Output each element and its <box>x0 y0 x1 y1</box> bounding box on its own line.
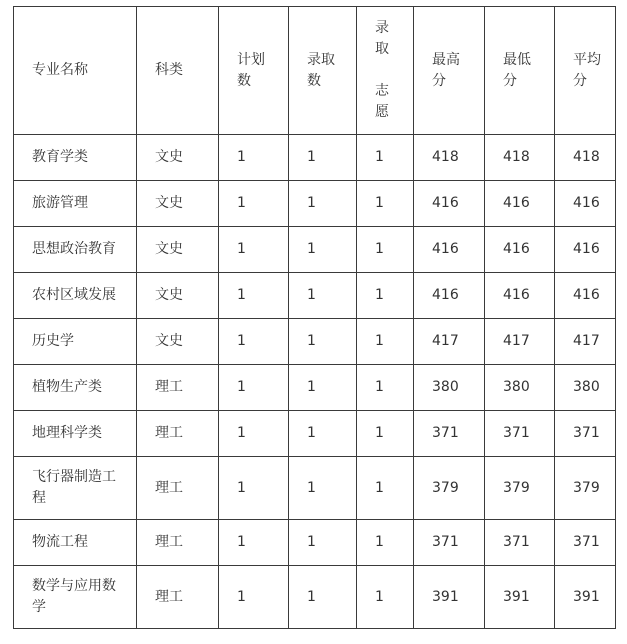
cell-avg: 416 <box>555 181 616 227</box>
cell-volunteer: 1 <box>357 135 414 181</box>
cell-plan: 1 <box>219 319 289 365</box>
cell-category: 文史 <box>137 181 219 227</box>
cell-avg: 391 <box>555 566 616 629</box>
table-row <box>14 135 616 181</box>
cell-category: 理工 <box>137 566 219 629</box>
cell-admitted: 1 <box>289 227 357 273</box>
cell-plan: 1 <box>219 520 289 566</box>
cell-volunteer: 1 <box>357 365 414 411</box>
table-row <box>14 566 616 629</box>
cell-max: 380 <box>414 365 485 411</box>
cell-major: 教育学类 <box>14 135 137 181</box>
cell-max: 416 <box>414 273 485 319</box>
cell-min: 416 <box>485 273 555 319</box>
admission-table-container <box>13 6 616 629</box>
table-row <box>14 365 616 411</box>
cell-max: 417 <box>414 319 485 365</box>
cell-plan: 1 <box>219 411 289 457</box>
table-row <box>14 181 616 227</box>
cell-avg: 418 <box>555 135 616 181</box>
cell-admitted: 1 <box>289 273 357 319</box>
header-plan: 计划 数 <box>219 7 289 135</box>
header-volunteer: 录 取 志 愿 <box>357 7 414 135</box>
cell-max: 416 <box>414 227 485 273</box>
cell-volunteer: 1 <box>357 520 414 566</box>
table-row <box>14 319 616 365</box>
cell-avg: 417 <box>555 319 616 365</box>
cell-admitted: 1 <box>289 319 357 365</box>
cell-volunteer: 1 <box>357 273 414 319</box>
cell-major: 数学与应用数学 <box>14 566 137 629</box>
cell-min: 371 <box>485 411 555 457</box>
cell-max: 418 <box>414 135 485 181</box>
cell-plan: 1 <box>219 566 289 629</box>
cell-admitted: 1 <box>289 365 357 411</box>
cell-admitted: 1 <box>289 457 357 520</box>
cell-admitted: 1 <box>289 411 357 457</box>
cell-plan: 1 <box>219 273 289 319</box>
cell-min: 380 <box>485 365 555 411</box>
cell-avg: 371 <box>555 520 616 566</box>
cell-category: 文史 <box>137 273 219 319</box>
header-admitted: 录取 数 <box>289 7 357 135</box>
header-max: 最高 分 <box>414 7 485 135</box>
cell-avg: 371 <box>555 411 616 457</box>
header-min: 最低 分 <box>485 7 555 135</box>
cell-max: 371 <box>414 411 485 457</box>
cell-plan: 1 <box>219 227 289 273</box>
cell-volunteer: 1 <box>357 411 414 457</box>
cell-max: 379 <box>414 457 485 520</box>
cell-major: 植物生产类 <box>14 365 137 411</box>
cell-min: 418 <box>485 135 555 181</box>
admission-score-table <box>13 6 616 629</box>
cell-major: 物流工程 <box>14 520 137 566</box>
cell-major: 历史学 <box>14 319 137 365</box>
cell-category: 文史 <box>137 227 219 273</box>
table-row <box>14 273 616 319</box>
table-row <box>14 411 616 457</box>
cell-plan: 1 <box>219 365 289 411</box>
cell-major: 思想政治教育 <box>14 227 137 273</box>
table-header-row <box>14 7 616 135</box>
header-category: 科类 <box>137 7 219 135</box>
cell-category: 文史 <box>137 135 219 181</box>
table-row <box>14 520 616 566</box>
cell-admitted: 1 <box>289 181 357 227</box>
cell-avg: 416 <box>555 273 616 319</box>
cell-admitted: 1 <box>289 566 357 629</box>
cell-min: 371 <box>485 520 555 566</box>
cell-min: 416 <box>485 227 555 273</box>
cell-major: 地理科学类 <box>14 411 137 457</box>
cell-plan: 1 <box>219 457 289 520</box>
cell-major: 飞行器制造工程 <box>14 457 137 520</box>
cell-category: 理工 <box>137 457 219 520</box>
cell-category: 理工 <box>137 365 219 411</box>
cell-admitted: 1 <box>289 520 357 566</box>
cell-plan: 1 <box>219 135 289 181</box>
cell-major: 农村区域发展 <box>14 273 137 319</box>
cell-avg: 416 <box>555 227 616 273</box>
cell-category: 理工 <box>137 411 219 457</box>
cell-min: 416 <box>485 181 555 227</box>
header-major: 专业名称 <box>14 7 137 135</box>
table-row <box>14 227 616 273</box>
cell-volunteer: 1 <box>357 319 414 365</box>
header-avg: 平均 分 <box>555 7 616 135</box>
cell-category: 文史 <box>137 319 219 365</box>
cell-avg: 380 <box>555 365 616 411</box>
cell-min: 379 <box>485 457 555 520</box>
cell-volunteer: 1 <box>357 227 414 273</box>
cell-volunteer: 1 <box>357 566 414 629</box>
table-row <box>14 457 616 520</box>
cell-max: 371 <box>414 520 485 566</box>
cell-max: 391 <box>414 566 485 629</box>
cell-avg: 379 <box>555 457 616 520</box>
cell-volunteer: 1 <box>357 457 414 520</box>
cell-major: 旅游管理 <box>14 181 137 227</box>
cell-volunteer: 1 <box>357 181 414 227</box>
cell-max: 416 <box>414 181 485 227</box>
cell-min: 417 <box>485 319 555 365</box>
cell-category: 理工 <box>137 520 219 566</box>
cell-min: 391 <box>485 566 555 629</box>
cell-admitted: 1 <box>289 135 357 181</box>
cell-plan: 1 <box>219 181 289 227</box>
